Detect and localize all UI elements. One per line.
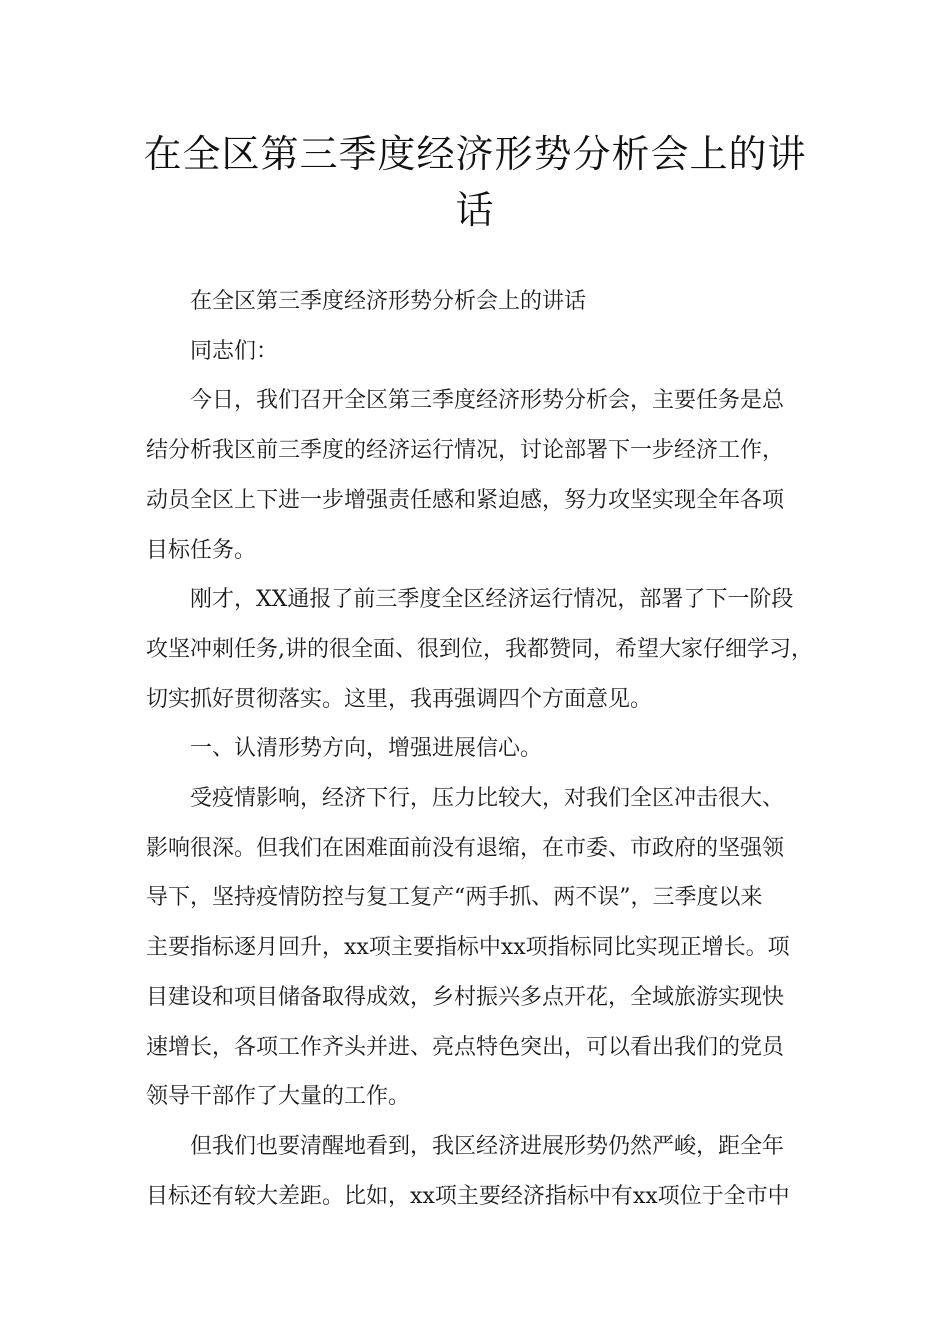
document-title: 在全区第三季度经济形势分析会上的讲 话 [143, 132, 807, 232]
paragraph-salutation: 同志们： [190, 338, 279, 364]
paragraph-report-summary: 刚才，XX通报了前三季度全区经济运行情况，部署了下一阶段 攻坚冲刺任务,讲的很全面、很到位，我都赞同，希望大家仔细学习， 切实抓好贯彻落实。这里，我再强调四个方面意见。 [146, 587, 813, 712]
paragraph-challenges: 但我们也要清醒地看到，我区经济进展形势仍然严峻，距全年 目标还有较大差距。比如，xx项主要经济指标中有xx项位于全市中 [146, 1133, 790, 1209]
paragraph-opening: 今日，我们召开全区第三季度经济形势分析会，主要任务是总 结分析我区前三季度的经济运行情况，讨论部署下一步经济工作， 动员全区上下进一步增强责任感和紧迫感，努力攻坚实现全年各项 目标任务。 [146, 388, 785, 563]
paragraph-achievements: 受疫情影响，经济下行，压力比较大，对我们全区冲击很大、 影响很深。但我们在困难面前没有退缩，在市委、市政府的坚强领 导下，坚持疫情防控与复工复产“两手抓、两不误”，三季度以来 主要指标逐月回升，xx项主要指标中xx项指标同比实现正增长。项 目建设和项目储备取得成效，乡村振兴多点开花，全域旅游实现快 速增长，各项工作齐头并进、亮点特色突出，可以看出我们的党员 领导干部作了大量的工作。 [146, 786, 790, 1110]
paragraph-section-heading-1: 一、认清形势方向，增强进展信心。 [190, 736, 543, 762]
paragraph-subtitle: 在全区第三季度经济形势分析会上的讲话 [190, 289, 587, 314]
document-body [146, 277, 818, 1221]
